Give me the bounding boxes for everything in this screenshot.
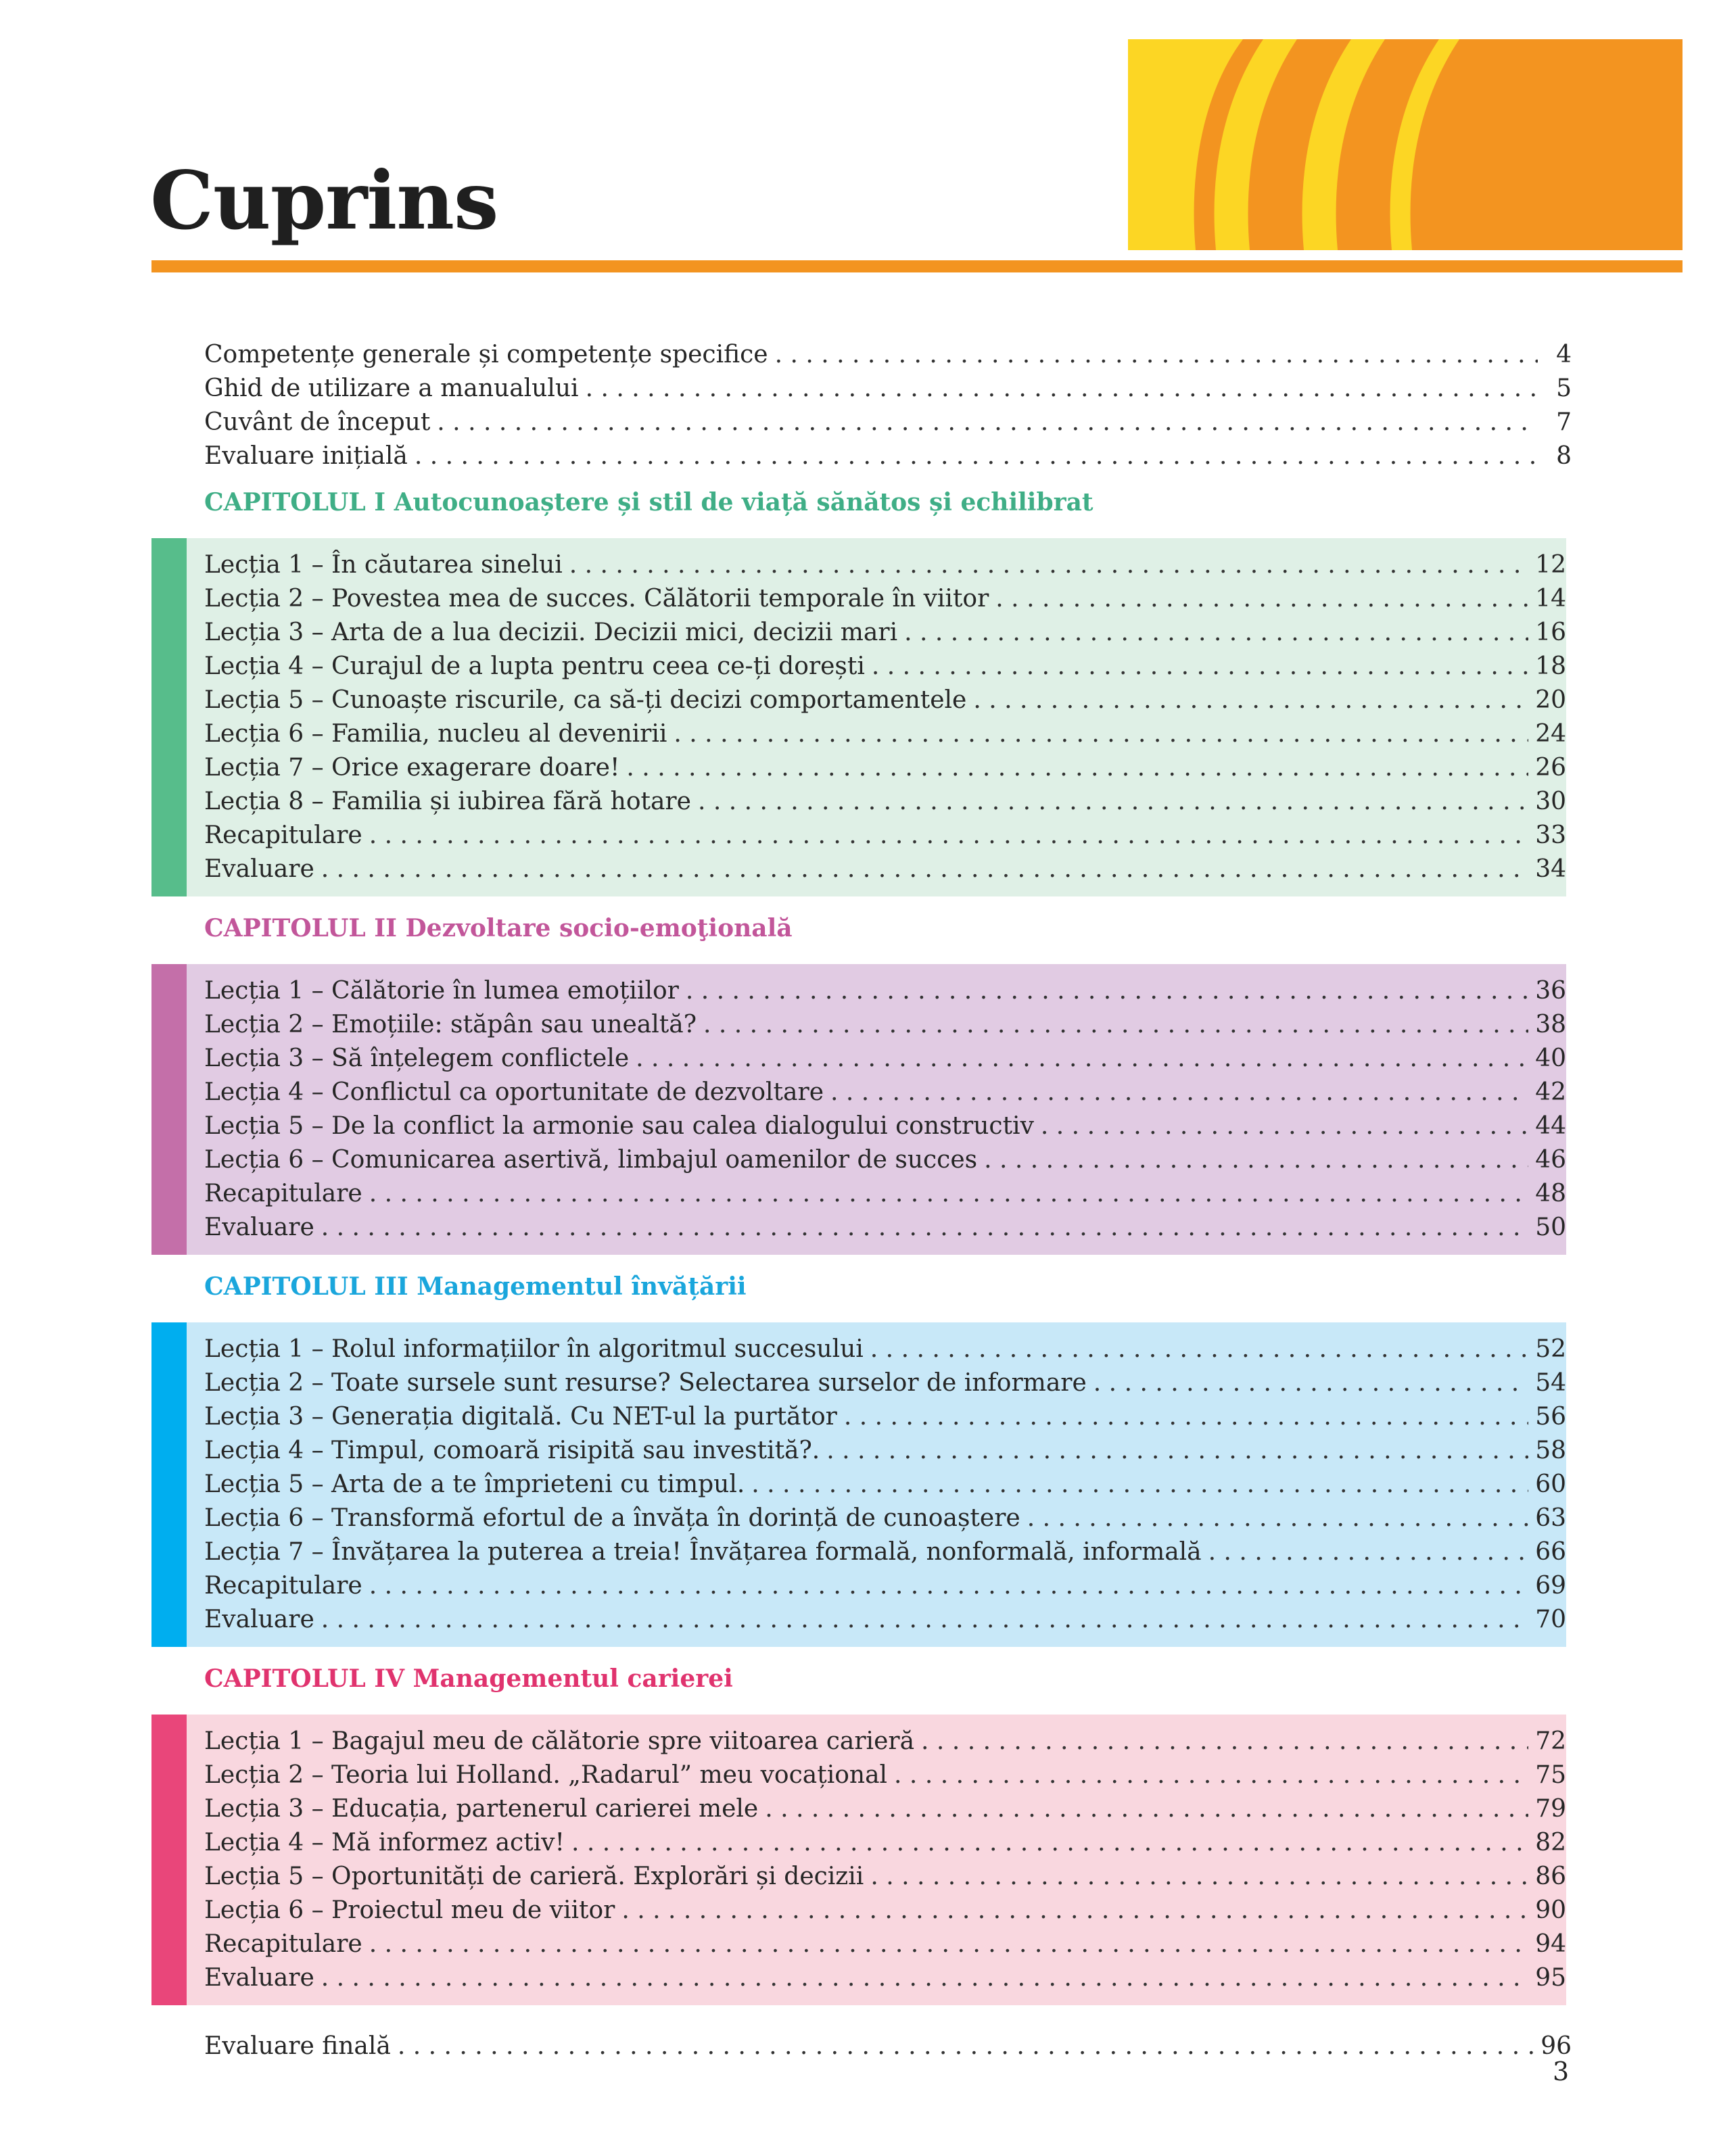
toc-entry-title: Lecția 3 – Generația digitală. Cu NET-ul la purtător — [204, 1403, 837, 1431]
toc-entry-page: 20 — [1535, 686, 1566, 714]
toc-entry-title: Lecția 4 – Curajul de a lupta pentru ceea ce-ți dorești — [204, 652, 865, 680]
toc-entry-title: Lecția 4 – Conflictul ca oportunitate de dezvoltare — [204, 1078, 824, 1106]
toc-entry-page: 94 — [1535, 1930, 1566, 1958]
toc-entry-title: Lecția 5 – Cunoaște riscurile, ca să-ți decizi comportamentele — [204, 686, 967, 714]
toc-entry-page: 52 — [1535, 1335, 1566, 1363]
chapter-4-color-bar — [151, 1715, 187, 2005]
toc-entry-page: 75 — [1535, 1761, 1566, 1789]
dot-leader — [674, 717, 1528, 751]
toc-entry[interactable] — [204, 785, 1566, 819]
chapter-1-heading: CAPITOLUL I Autocunoaștere și stil de viață sănătos și echilibrat — [204, 488, 1093, 517]
toc-entry-page: 69 — [1535, 1572, 1566, 1600]
toc-entry[interactable] — [204, 1894, 1566, 1927]
toc-entry-title: Lecția 1 – În căutarea sinelui — [204, 551, 563, 579]
toc-entry-page: 72 — [1535, 1727, 1566, 1755]
dot-leader — [844, 1400, 1528, 1434]
toc-entry-page: 26 — [1535, 754, 1566, 782]
toc-entry-page: 16 — [1535, 619, 1566, 646]
dot-leader — [870, 1333, 1528, 1366]
toc-entry[interactable] — [204, 1535, 1566, 1569]
toc-entry[interactable] — [204, 1333, 1566, 1366]
toc-entry-page: 66 — [1535, 1538, 1566, 1566]
toc-entry[interactable] — [204, 1177, 1566, 1211]
toc-entry[interactable] — [204, 819, 1566, 853]
dot-leader — [369, 1569, 1528, 1603]
toc-entry-title: Evaluare inițială — [204, 442, 408, 470]
dot-leader — [894, 1758, 1528, 1792]
toc-entry[interactable] — [204, 1076, 1566, 1109]
toc-entry-page: 79 — [1535, 1795, 1566, 1823]
toc-entry-page: 44 — [1535, 1112, 1566, 1140]
toc-entry-title: Lecția 2 – Emoțiile: stăpân sau unealtă? — [204, 1011, 697, 1038]
toc-entry-evaluare-initiala[interactable] — [204, 439, 1572, 473]
toc-entry-title: Lecția 3 – Să înțelegem conflictele — [204, 1045, 630, 1072]
chapter-4-block — [151, 1715, 1566, 2005]
dot-leader — [586, 372, 1538, 406]
dot-leader — [437, 406, 1538, 439]
toc-entry[interactable] — [204, 974, 1566, 1008]
toc-entry[interactable] — [204, 1143, 1566, 1177]
dot-leader — [369, 1177, 1528, 1211]
toc-entry-title: Evaluare — [204, 1214, 314, 1241]
toc-entry-title: Evaluare finală — [204, 2032, 391, 2060]
toc-entry-title: Lecția 4 – Mă informez activ! — [204, 1829, 565, 1856]
toc-entry-page: 40 — [1535, 1045, 1566, 1072]
toc-entry-page: 70 — [1535, 1606, 1566, 1633]
dot-leader — [973, 684, 1528, 717]
toc-entry-title: Lecția 1 – Rolul informațiilor în algoritmul succesului — [204, 1335, 864, 1363]
toc-entry-title: Ghid de utilizare a manualului — [204, 375, 579, 402]
chapter-2-heading: CAPITOLUL II Dezvoltare socio-emoţională — [204, 914, 793, 942]
toc-entry-title: Cuvânt de început — [204, 408, 431, 436]
toc-entry-page: 42 — [1535, 1078, 1566, 1106]
toc-entry[interactable] — [204, 1366, 1566, 1400]
toc-entry[interactable] — [204, 1961, 1566, 1995]
page-title: Cuprins — [150, 153, 498, 247]
dot-leader — [1208, 1535, 1529, 1569]
dot-leader — [830, 1076, 1528, 1109]
toc-entry-title: Lecția 6 – Familia, nucleu al devenirii — [204, 720, 667, 748]
toc-entry[interactable] — [204, 582, 1566, 616]
toc-entry-page: 60 — [1535, 1470, 1566, 1498]
dot-leader — [321, 1961, 1528, 1995]
decorative-arcs-banner — [1128, 39, 1683, 250]
toc-entry[interactable] — [204, 548, 1566, 582]
dot-leader — [751, 1468, 1528, 1502]
toc-entry-page: 86 — [1535, 1863, 1566, 1890]
dot-leader — [571, 1826, 1528, 1860]
dot-leader — [872, 650, 1528, 684]
dot-leader — [369, 1927, 1528, 1961]
toc-entry[interactable] — [204, 1400, 1566, 1434]
dot-leader — [698, 785, 1528, 819]
dot-leader — [995, 582, 1528, 616]
chapter-4-heading: CAPITOLUL IV Managementul carierei — [204, 1664, 733, 1693]
toc-entry-page: 38 — [1535, 1011, 1566, 1038]
toc-entry-title: Lecția 5 – De la conflict la armonie sau calea dialogului constructiv — [204, 1112, 1034, 1140]
toc-entry-title: Lecția 1 – Bagajul meu de călătorie spre viitoarea carieră — [204, 1727, 915, 1755]
toc-entry-page: 63 — [1535, 1504, 1566, 1532]
toc-entry-title: Lecția 7 – Învățarea la puterea a treia! Învățarea formală, nonformală, informală — [204, 1538, 1202, 1566]
toc-entry[interactable] — [204, 1603, 1566, 1637]
dot-leader — [569, 548, 1528, 582]
toc-entry-cuvant[interactable] — [204, 406, 1572, 439]
toc-entry[interactable] — [204, 717, 1566, 751]
dot-leader — [415, 439, 1538, 473]
dot-leader — [921, 1725, 1528, 1758]
chapter-3-heading: CAPITOLUL III Managementul învățării — [204, 1272, 747, 1301]
toc-entry-page: 30 — [1535, 788, 1566, 815]
table-of-contents — [151, 338, 1572, 2063]
toc-entry-page: 50 — [1535, 1214, 1566, 1241]
toc-entry-page: 8 — [1556, 442, 1572, 470]
toc-entry-title: Lecția 4 – Timpul, comoară risipită sau investită?. — [204, 1437, 820, 1464]
toc-entry[interactable] — [204, 1211, 1566, 1245]
toc-entry[interactable] — [204, 1502, 1566, 1535]
toc-entry-title: Recapitulare — [204, 1572, 362, 1600]
chapter-2-color-bar — [151, 964, 187, 1255]
final-entries — [151, 2030, 1572, 2063]
dot-leader — [321, 853, 1528, 886]
toc-entry[interactable] — [204, 1725, 1566, 1758]
toc-entry-title: Evaluare — [204, 855, 314, 883]
toc-entry-page: 46 — [1535, 1146, 1566, 1174]
toc-entry-page: 58 — [1535, 1437, 1566, 1464]
toc-entry[interactable] — [204, 853, 1566, 886]
toc-entry-title: Lecția 2 – Teoria lui Holland. „Radarul” meu vocațional — [204, 1761, 888, 1789]
dot-leader — [626, 751, 1528, 785]
dot-leader — [398, 2030, 1534, 2063]
toc-entry[interactable] — [204, 684, 1566, 717]
toc-entry-page: 7 — [1556, 408, 1572, 436]
dot-leader — [904, 616, 1528, 650]
toc-entry-page: 82 — [1535, 1829, 1566, 1856]
toc-entry-title: Lecția 8 – Familia și iubirea fără hotare — [204, 788, 691, 815]
toc-entry[interactable] — [204, 751, 1566, 785]
toc-entry-title: Recapitulare — [204, 1180, 362, 1207]
dot-leader — [321, 1211, 1528, 1245]
dot-leader — [826, 1434, 1528, 1468]
toc-entry-page: 5 — [1556, 375, 1572, 402]
toc-entry[interactable] — [204, 1860, 1566, 1894]
toc-entry-page: 4 — [1556, 341, 1572, 368]
toc-entry[interactable] — [204, 1826, 1566, 1860]
dot-leader — [636, 1042, 1528, 1076]
toc-entry-page: 18 — [1535, 652, 1566, 680]
dot-leader — [765, 1792, 1528, 1826]
dot-leader — [1027, 1502, 1528, 1535]
dot-leader — [1041, 1109, 1528, 1143]
dot-leader — [369, 819, 1528, 853]
toc-entry-page: 24 — [1535, 720, 1566, 748]
toc-entry-page: 34 — [1535, 855, 1566, 883]
toc-entry-title: Lecția 6 – Comunicarea asertivă, limbajul oamenilor de succes — [204, 1146, 978, 1174]
toc-entry-page: 14 — [1535, 585, 1566, 613]
dot-leader — [775, 338, 1538, 372]
toc-entry-title: Lecția 3 – Arta de a lua decizii. Decizii mici, decizii mari — [204, 619, 898, 646]
dot-leader — [984, 1143, 1528, 1177]
chapter-1-color-bar — [151, 538, 187, 896]
toc-entry[interactable] — [204, 1758, 1566, 1792]
toc-entry-title: Recapitulare — [204, 821, 362, 849]
toc-entry-title: Lecția 6 – Transformă efortul de a învăța în dorință de cunoaștere — [204, 1504, 1020, 1532]
dot-leader — [870, 1860, 1528, 1894]
toc-entry[interactable] — [204, 1109, 1566, 1143]
toc-entry-page: 96 — [1540, 2032, 1572, 2060]
toc-entry-title: Lecția 5 – Oportunități de carieră. Explorări și decizii — [204, 1863, 864, 1890]
toc-entry-evaluare-finala[interactable] — [204, 2030, 1572, 2063]
title-underline-rule — [151, 260, 1683, 272]
toc-entry[interactable] — [204, 1434, 1566, 1468]
toc-entry-title: Lecția 2 – Povestea mea de succes. Călătorii temporale în viitor — [204, 585, 989, 613]
toc-entry-competente[interactable] — [204, 338, 1572, 372]
toc-entry-page: 90 — [1535, 1896, 1566, 1924]
toc-entry[interactable] — [204, 1792, 1566, 1826]
toc-entry-page: 36 — [1535, 977, 1566, 1005]
toc-entry-ghid[interactable] — [204, 372, 1572, 406]
toc-entry-title: Evaluare — [204, 1964, 314, 1992]
toc-entry-page: 48 — [1535, 1180, 1566, 1207]
toc-entry[interactable] — [204, 1042, 1566, 1076]
toc-entry-page: 54 — [1535, 1369, 1566, 1397]
toc-entry[interactable] — [204, 616, 1566, 650]
toc-entry-page: 33 — [1535, 821, 1566, 849]
toc-entry-title: Competențe generale și competențe specifice — [204, 341, 768, 368]
chapter-1-block — [151, 538, 1566, 896]
toc-entry-title: Lecția 2 – Toate sursele sunt resurse? Selectarea surselor de informare — [204, 1369, 1087, 1397]
toc-entry-title: Lecția 5 – Arta de a te împrieteni cu timpul. — [204, 1470, 745, 1498]
toc-entry[interactable] — [204, 1569, 1566, 1603]
toc-entry-title: Lecția 7 – Orice exagerare doare! — [204, 754, 620, 782]
toc-entry-page: 95 — [1535, 1964, 1566, 1992]
toc-entry-title: Lecția 1 – Călătorie în lumea emoțiilor — [204, 977, 679, 1005]
dot-leader — [321, 1603, 1528, 1637]
dot-leader — [703, 1008, 1528, 1042]
toc-entry-title: Lecția 3 – Educația, partenerul carierei mele — [204, 1795, 759, 1823]
chapter-3-block — [151, 1322, 1566, 1647]
toc-entry-title: Evaluare — [204, 1606, 314, 1633]
toc-entry[interactable] — [204, 1008, 1566, 1042]
toc-entry[interactable] — [204, 1927, 1566, 1961]
toc-entry-title: Recapitulare — [204, 1930, 362, 1958]
chapter-3-color-bar — [151, 1322, 187, 1647]
dot-leader — [686, 974, 1528, 1008]
dot-leader — [1093, 1366, 1528, 1400]
toc-entry-title: Lecția 6 – Proiectul meu de viitor — [204, 1896, 615, 1924]
page-number: 3 — [1553, 2057, 1570, 2086]
toc-entry-page: 56 — [1535, 1403, 1566, 1431]
toc-entry[interactable] — [204, 1468, 1566, 1502]
chapter-2-block — [151, 964, 1566, 1255]
toc-entry[interactable] — [204, 650, 1566, 684]
intro-entries — [151, 338, 1572, 473]
dot-leader — [621, 1894, 1528, 1927]
toc-entry-page: 12 — [1535, 551, 1566, 579]
